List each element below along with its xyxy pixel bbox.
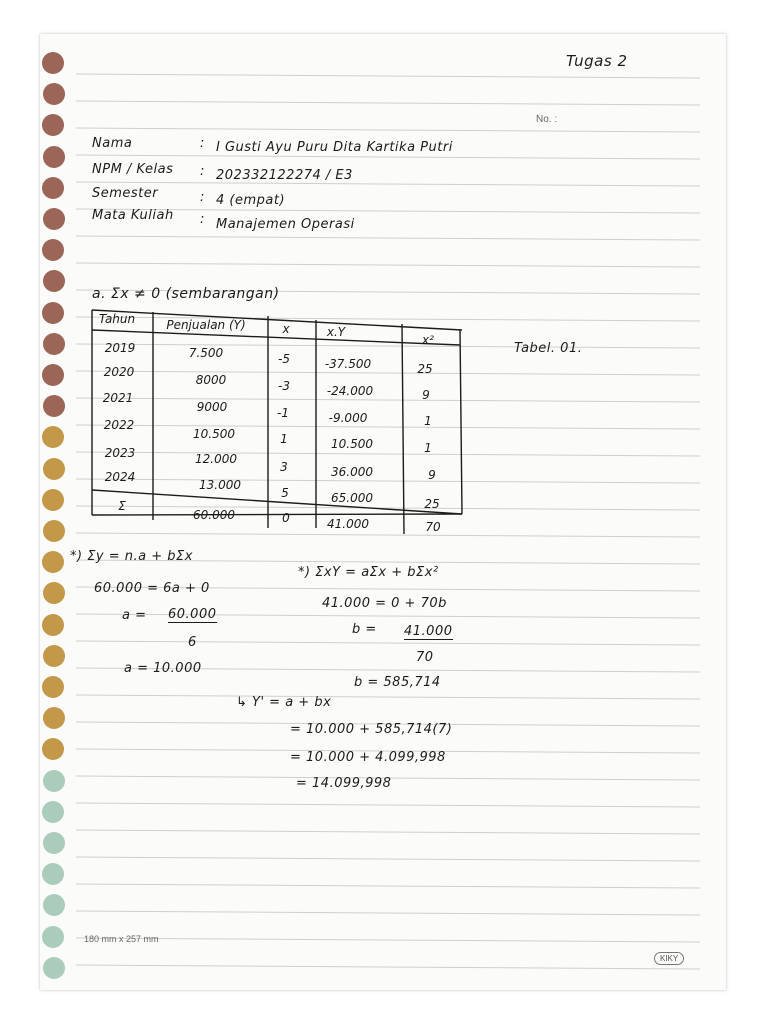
semester-value: 4 (empat) xyxy=(216,193,286,208)
row-2022-x2: 1 xyxy=(424,441,432,455)
row-2021-year: 2021 xyxy=(102,391,134,405)
npm-value: 202332122274 / E3 xyxy=(216,168,353,183)
binder-hole xyxy=(42,926,64,948)
binder-hole xyxy=(43,645,65,667)
ruled-line xyxy=(76,938,700,942)
ruled-line xyxy=(76,641,700,645)
row-2019-year: 2019 xyxy=(104,341,136,355)
calc-left-eq3-num: 60.000 xyxy=(168,607,217,622)
binder-hole xyxy=(43,208,65,230)
course-label: Mata Kuliah xyxy=(92,208,174,223)
ruled-line xyxy=(76,74,700,78)
calc-right-eq4: b = 585,714 xyxy=(354,675,441,690)
calc-right-eq3-num: 41.000 xyxy=(404,624,453,639)
row-2023-sales: 12.000 xyxy=(195,452,237,466)
row-2020-x: -3 xyxy=(278,379,290,393)
npm-sep: : xyxy=(200,164,205,179)
section-heading: a. Σx ≠ 0 (sembarangan) xyxy=(92,286,280,302)
calc-left-eq4: a = 10.000 xyxy=(124,661,202,676)
binder-hole xyxy=(42,676,64,698)
binder-hole xyxy=(42,614,64,636)
row-2022-year: 2022 xyxy=(103,418,135,432)
name-sep: : xyxy=(200,136,205,151)
ruled-line xyxy=(76,830,700,834)
row-2021-sales: 9000 xyxy=(196,400,228,414)
header-xy: x.Y xyxy=(326,325,346,339)
binder-hole xyxy=(42,177,64,199)
forecast-step2: = 10.000 + 4.099,998 xyxy=(290,750,446,765)
row-2023-x2: 9 xyxy=(428,468,436,482)
calc-right-eq2: 41.000 = 0 + 70b xyxy=(322,596,447,611)
ruled-line xyxy=(76,911,700,915)
binder-hole xyxy=(43,832,65,854)
page-title: Tugas 2 xyxy=(566,52,628,70)
header-tahun: Tahun xyxy=(98,312,136,326)
row-2024-x2: 25 xyxy=(424,497,440,511)
row-2020-xy: -24.000 xyxy=(326,384,374,398)
total-x2: 70 xyxy=(425,520,441,534)
row-2023-xy: 36.000 xyxy=(331,465,373,479)
ruled-line xyxy=(76,263,700,267)
semester-sep: : xyxy=(200,190,205,205)
row-2021-x2: 1 xyxy=(424,414,432,428)
total-xy: 41.000 xyxy=(327,517,369,531)
row-2024-year: 2024 xyxy=(104,470,136,484)
row-2019-xy: -37.500 xyxy=(324,357,372,371)
ruled-line xyxy=(76,155,700,159)
row-2019-sales: 7.500 xyxy=(188,346,224,360)
brand-logo: KIKY xyxy=(654,952,684,965)
ruled-line xyxy=(76,101,700,105)
row-2020-sales: 8000 xyxy=(195,373,227,387)
total-sigma: Σ xyxy=(118,499,126,513)
semester-label: Semester xyxy=(92,186,159,201)
total-sales: 60.000 xyxy=(193,508,235,522)
ruled-line xyxy=(76,695,700,699)
ruled-line xyxy=(76,236,700,240)
course-value: Manajemen Operasi xyxy=(216,217,355,232)
ruled-line xyxy=(76,803,700,807)
binder-hole xyxy=(43,146,65,168)
calc-left-eq3-lhs: a = xyxy=(122,608,147,623)
ruled-line xyxy=(76,857,700,861)
row-2022-sales: 10.500 xyxy=(193,427,235,441)
ruled-line xyxy=(76,884,700,888)
binder-hole xyxy=(42,801,64,823)
row-2019-x: -5 xyxy=(278,352,290,366)
row-2020-x2: 9 xyxy=(422,388,430,402)
calc-right-eq1: *) ΣxY = aΣx + bΣx² xyxy=(298,565,439,580)
row-2020-year: 2020 xyxy=(103,365,135,379)
header-x: x xyxy=(282,322,290,336)
forecast-step1: = 10.000 + 585,714(7) xyxy=(290,722,453,737)
row-2019-x2: 25 xyxy=(417,362,433,376)
row-2022-xy: 10.500 xyxy=(331,437,373,451)
name-value: I Gusti Ayu Puru Dita Kartika Putri xyxy=(216,140,453,155)
course-sep: : xyxy=(200,212,205,227)
npm-label: NPM / Kelas xyxy=(92,162,174,177)
ruled-line xyxy=(76,965,700,969)
calc-right-eq3-den: 70 xyxy=(416,650,434,665)
binder-hole xyxy=(43,770,65,792)
calc-left-eq1: *) Σy = n.a + bΣx xyxy=(70,549,193,564)
row-2024-x: 5 xyxy=(281,486,289,500)
binder-hole xyxy=(42,52,64,74)
binder-hole xyxy=(43,957,65,979)
forecast-formula: ↳ Y' = a + bx xyxy=(236,695,332,710)
ruled-line xyxy=(76,128,700,132)
row-2023-x: 3 xyxy=(280,460,288,474)
forecast-result: = 14.099,998 xyxy=(296,776,392,791)
table-caption: Tabel. 01. xyxy=(514,341,583,356)
total-x: 0 xyxy=(282,511,290,525)
row-2024-xy: 65.000 xyxy=(331,491,373,505)
row-2022-x: 1 xyxy=(280,432,288,446)
header-x2: x² xyxy=(422,333,434,347)
calc-left-eq2: 60.000 = 6a + 0 xyxy=(94,581,210,596)
ruled-line xyxy=(76,182,700,186)
row-2023-year: 2023 xyxy=(104,446,136,460)
row-2021-x: -1 xyxy=(277,406,289,420)
number-label: No. : xyxy=(536,114,558,125)
paper-size-label: 180 mm x 257 mm xyxy=(84,934,159,944)
header-penjualan: Penjualan (Y) xyxy=(166,318,246,332)
calc-right-eq3-lhs: b = xyxy=(352,622,377,637)
row-2021-xy: -9.000 xyxy=(328,411,368,425)
name-label: Nama xyxy=(92,136,133,151)
row-2024-sales: 13.000 xyxy=(199,478,241,492)
calc-left-eq3-den: 6 xyxy=(188,635,197,650)
